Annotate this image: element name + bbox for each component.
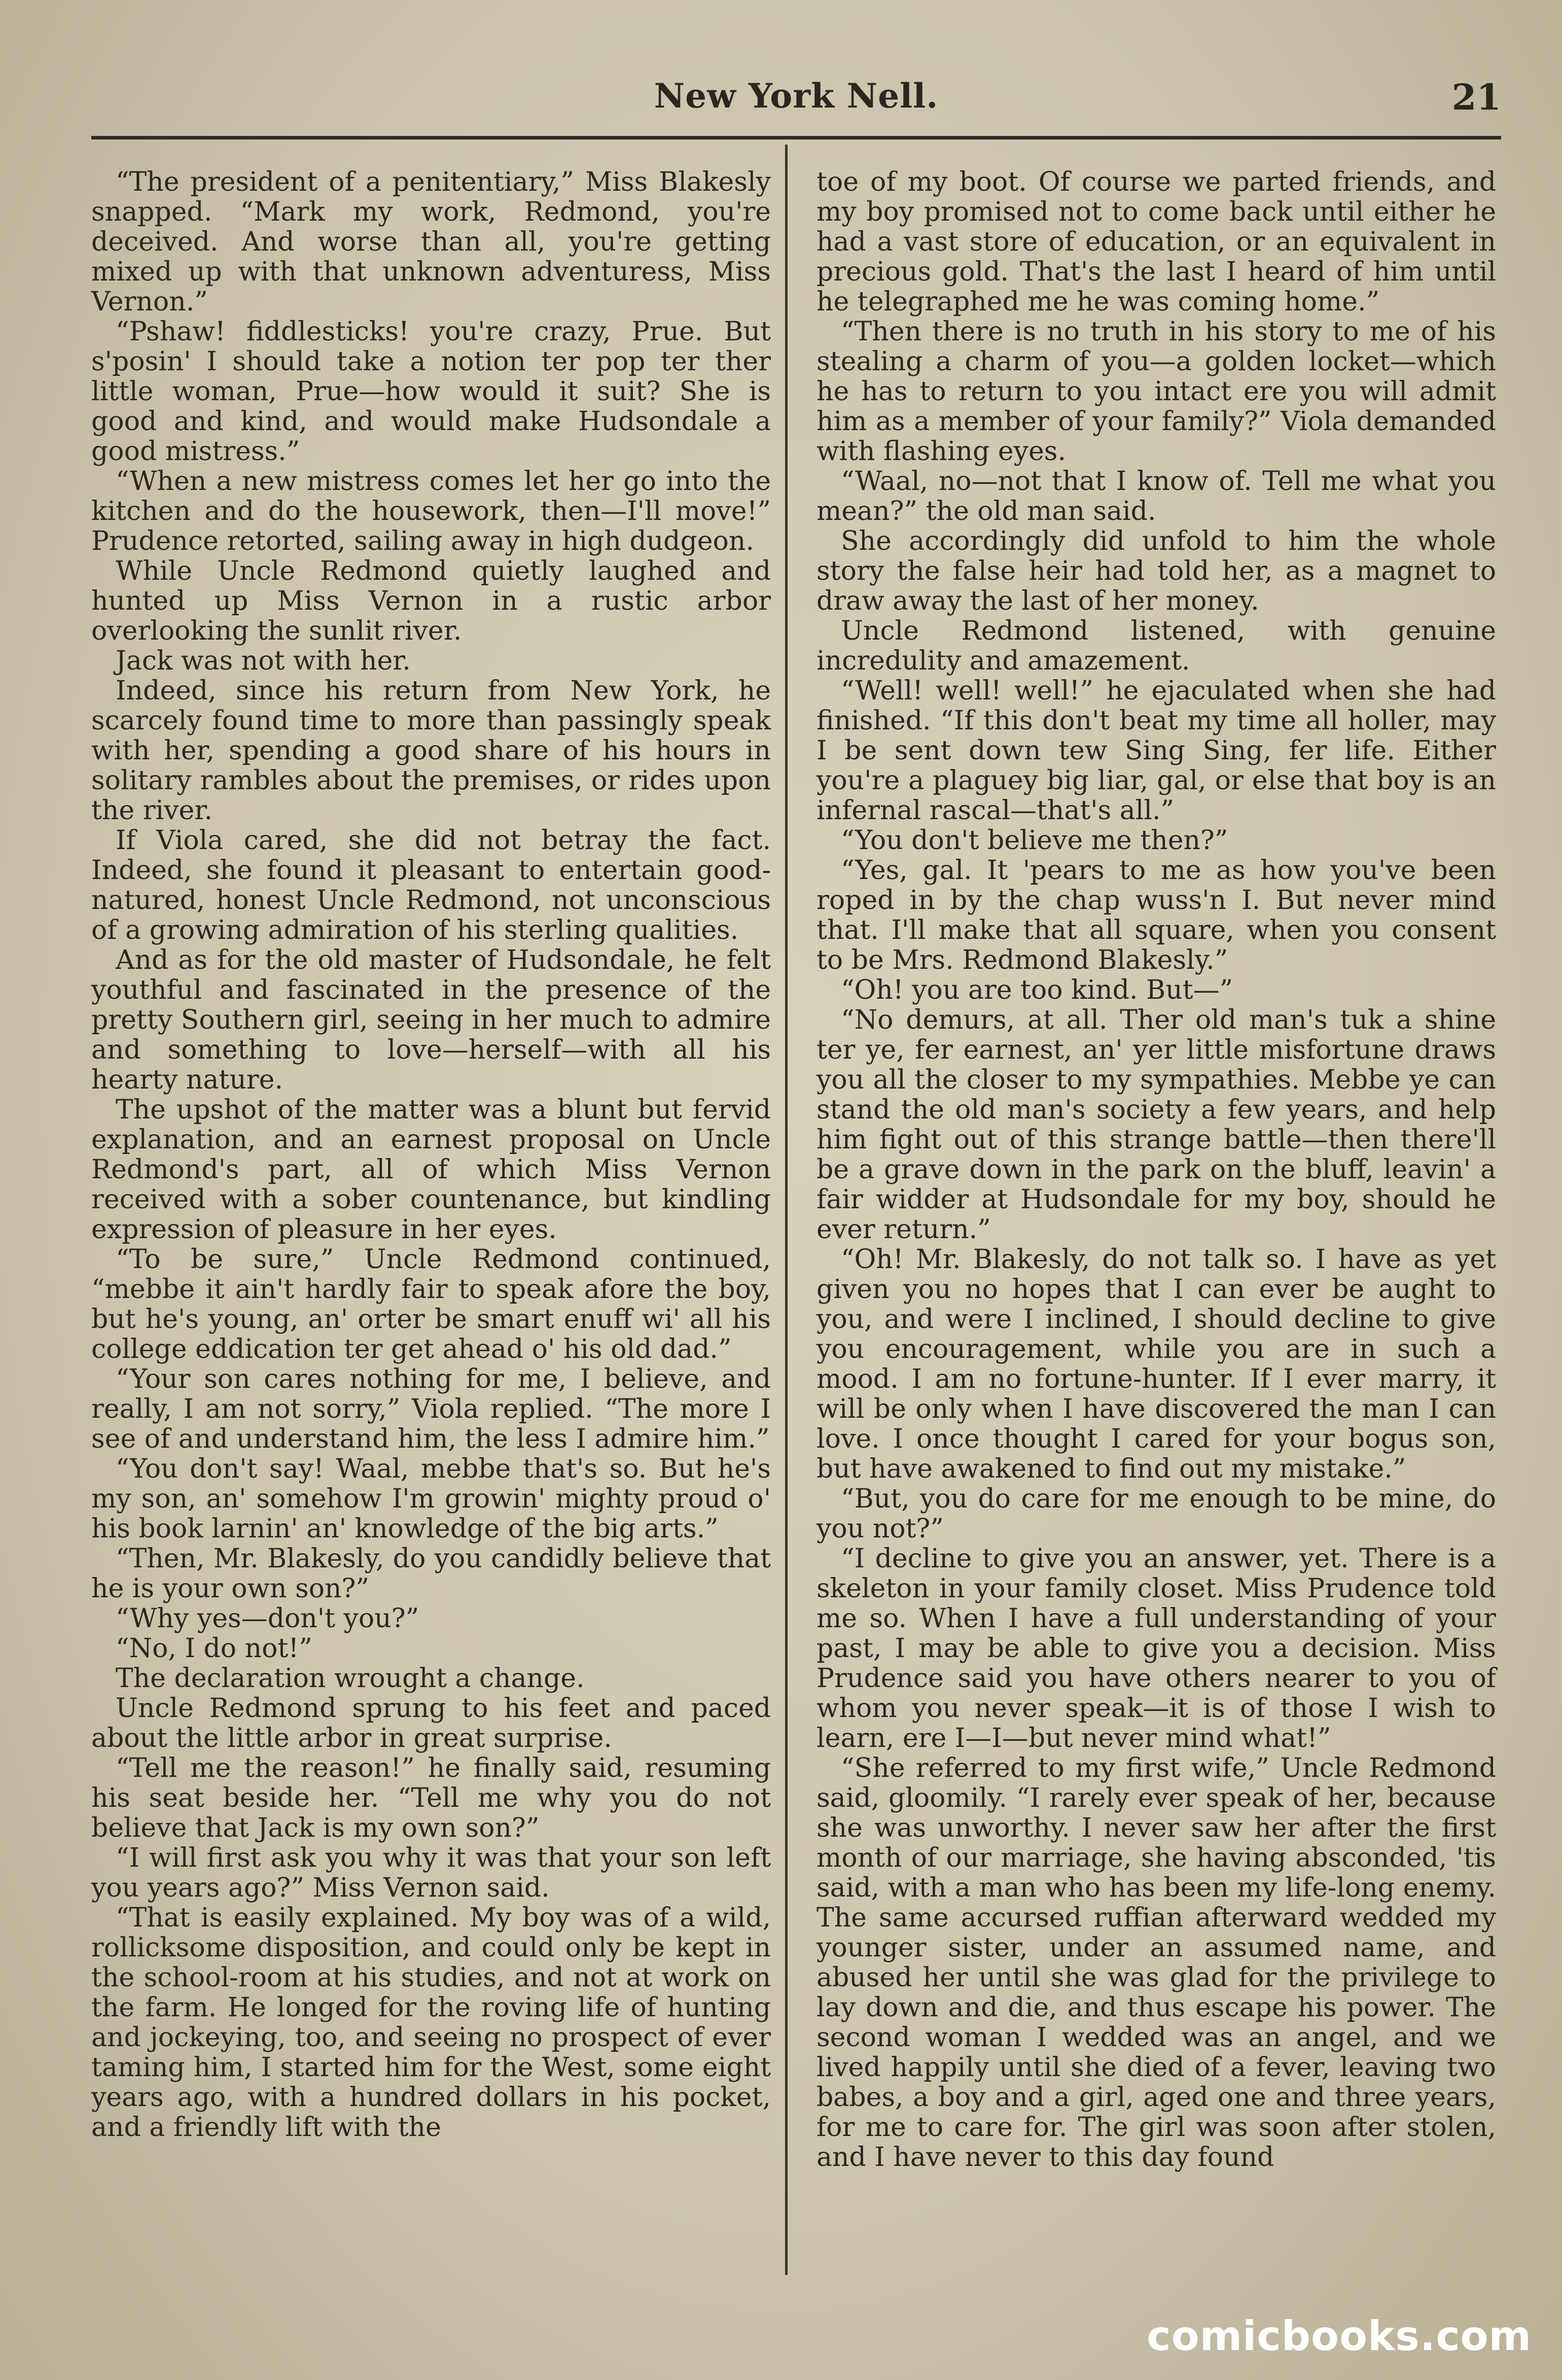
paragraph: Jack was not with her. (116, 646, 411, 676)
paragraph: “Your son cares nothing for me, I believe, and really, I am not sorry,” Viola replied. “The more I see of and understand him, the less I admire him.” (91, 1364, 771, 1454)
paragraph: “No demurs, at all. Ther old man's tuk a shine ter ye, fer earnest, an' yer little misfortune draws you all the closer to my sympathies. Mebbe ye can stand the old man's society a few years, and help him fight out of this strange battle—then there'll be a grave down in the park on the bluff, leavin' a fair widder at Hudsondale for my boy, should he ever return.” (816, 1005, 1496, 1245)
paragraph: If Viola cared, she did not betray the fact. Indeed, she found it pleasant to entertain good-natured, honest Uncle Redmond, not unconscious of a growing admiration of his sterling qualities. (91, 825, 771, 946)
paragraph: And as for the old master of Hudsondale, he felt youthful and fascinated in the presence of the pretty Southern girl, seeing in her much to admire and something to love—herself—with all his hearty nature. (91, 945, 771, 1095)
page-number: 21 (1451, 76, 1501, 118)
header-rule (91, 136, 1501, 139)
paragraph: “To be sure,” Uncle Redmond continued, “mebbe it ain't hardly fair to speak afore the boy, but he's young, an' orter be smart enuff wi' all his college eddication ter get ahead o' his old dad.” (91, 1244, 771, 1364)
paragraph: toe of my boot. Of course we parted friends, and my boy promised not to come back until either he had a vast store of education, or an equivalent in precious gold. That's the last I heard of him until he telegraphed me he was coming home.” (816, 167, 1496, 317)
paragraph: “Well! well! well!” he ejaculated when she had finished. “If this don't beat my time all holler, may I be sent down tew Sing Sing, fer life. Either you're a plaguey big liar, gal, or else that boy is an infernal rascal—that's all.” (816, 676, 1496, 826)
paragraph: “Pshaw! fiddlesticks! you're crazy, Prue. But s'posin' I should take a notion ter pop ter ther little woman, Prue—how would it suit? She is good and kind, and would make Hudsondale a good mistress.” (91, 317, 771, 467)
paragraph: While Uncle Redmond quietly laughed and hunted up Miss Vernon in a rustic arbor overlooking the sunlit river. (91, 556, 771, 646)
paragraph: “But, you do care for me enough to be mine, do you not?” (816, 1484, 1496, 1544)
paragraph: She accordingly did unfold to him the whole story the false heir had told her, as a magnet to draw away the last of her money. (816, 526, 1496, 616)
paragraph: “Then, Mr. Blakesly, do you candidly believe that he is your own son?” (91, 1544, 771, 1604)
paragraph: “You don't say! Waal, mebbe that's so. But he's my son, an' somehow I'm growin' mighty proud o' his book larnin' an' knowledge of the big arts.” (91, 1454, 771, 1544)
paragraph: “The president of a penitentiary,” Miss Blakesly snapped. “Mark my work, Redmond, you're deceived. And worse than all, you're getting mixed up with that unknown adventuress, Miss Vernon.” (91, 167, 771, 317)
paragraph: “I will first ask you why it was that your son left you years ago?” Miss Vernon said. (91, 1843, 771, 1903)
paragraph: “That is easily explained. My boy was of a wild, rollicksome disposition, and could only be kept in the school-room at his studies, and not at work on the farm. He longed for the roving life of hunting and jockeying, too, and seeing no prospect of ever taming him, I started him for the West, some eight years ago, with a hundred dollars in his pocket, and a friendly lift with the (91, 1903, 771, 2143)
left-column (91, 167, 771, 2143)
right-column (816, 167, 1496, 2173)
paragraph: “Oh! Mr. Blakesly, do not talk so. I have as yet given you no hopes that I can ever be aught to you, and were I inclined, I should decline to give you encouragement, while you are in such a mood. I am no fortune-hunter. If I ever marry, it will be only when I have discovered the man I can love. I once thought I cared for your bogus son, but have awakened to find out my mistake.” (816, 1244, 1496, 1484)
page-header (91, 76, 1501, 127)
paragraph: “She referred to my first wife,” Uncle Redmond said, gloomily. “I rarely ever speak of her, because she was unworthy. I never saw her after the first month of our marriage, she having absconded, 'tis said, with a man who has been my life-long enemy. The same accursed ruffian afterward wedded my younger sister, under an assumed name, and abused her until she was glad for the privilege to lay down and die, and thus escape his power. The second woman I wedded was an angel, and we lived happily until she died of a fever, leaving two babes, a boy and a girl, aged one and three years, for me to care for. The girl was soon after stolen, and I have never to this day found (816, 1753, 1496, 2173)
paragraph: “You don't believe me then?” (841, 825, 1228, 856)
paragraph: “Yes, gal. It 'pears to me as how you've been roped in by the chap wuss'n I. But never mind that. I'll make that all square, when you consent to be Mrs. Redmond Blakesly.” (816, 855, 1496, 975)
column-divider (785, 145, 788, 2275)
paragraph: “No, I do not!” (116, 1633, 312, 1664)
paragraph: “Why yes—don't you?” (116, 1603, 419, 1634)
watermark: comicbooks.com (1147, 2313, 1532, 2360)
page-title: New York Nell. (654, 76, 939, 116)
paragraph: “Then there is no truth in his story to me of his stealing a charm of you—a golden locket—which he has to return to you intact ere you will admit him as a member of your family?” Viola demanded with flashing eyes. (816, 317, 1496, 467)
paragraph: Uncle Redmond sprung to his feet and paced about the little arbor in great surprise. (91, 1693, 771, 1754)
paragraph: “I decline to give you an answer, yet. There is a skeleton in your family closet. Miss Prudence told me so. When I have a full understanding of your past, I may be able to give you a decision. Miss Prudence said you have others nearer to you of whom you never speak—it is of those I wish to learn, ere I—I—but never mind what!” (816, 1544, 1496, 1754)
paragraph: Uncle Redmond listened, with genuine incredulity and amazement. (816, 616, 1496, 676)
paragraph: The upshot of the matter was a blunt but fervid explanation, and an earnest proposal on Uncle Redmond's part, all of which Miss Vernon received with a sober countenance, but kindling expression of pleasure in her eyes. (91, 1095, 771, 1245)
paragraph: Indeed, since his return from New York, he scarcely found time to more than passingly speak with her, spending a good share of his hours in solitary rambles about the premises, or rides upon the river. (91, 676, 771, 826)
paragraph: “When a new mistress comes let her go into the kitchen and do the housework, then—I'll move!” Prudence retorted, sailing away in high dudgeon. (91, 466, 771, 556)
paragraph: “Oh! you are too kind. But—” (841, 975, 1233, 1005)
paragraph: “Waal, no—not that I know of. Tell me what you mean?” the old man said. (816, 466, 1496, 527)
paragraph: “Tell me the reason!” he finally said, resuming his seat beside her. “Tell me why you do not believe that Jack is my own son?” (91, 1753, 771, 1843)
paragraph: The declaration wrought a change. (116, 1663, 585, 1694)
